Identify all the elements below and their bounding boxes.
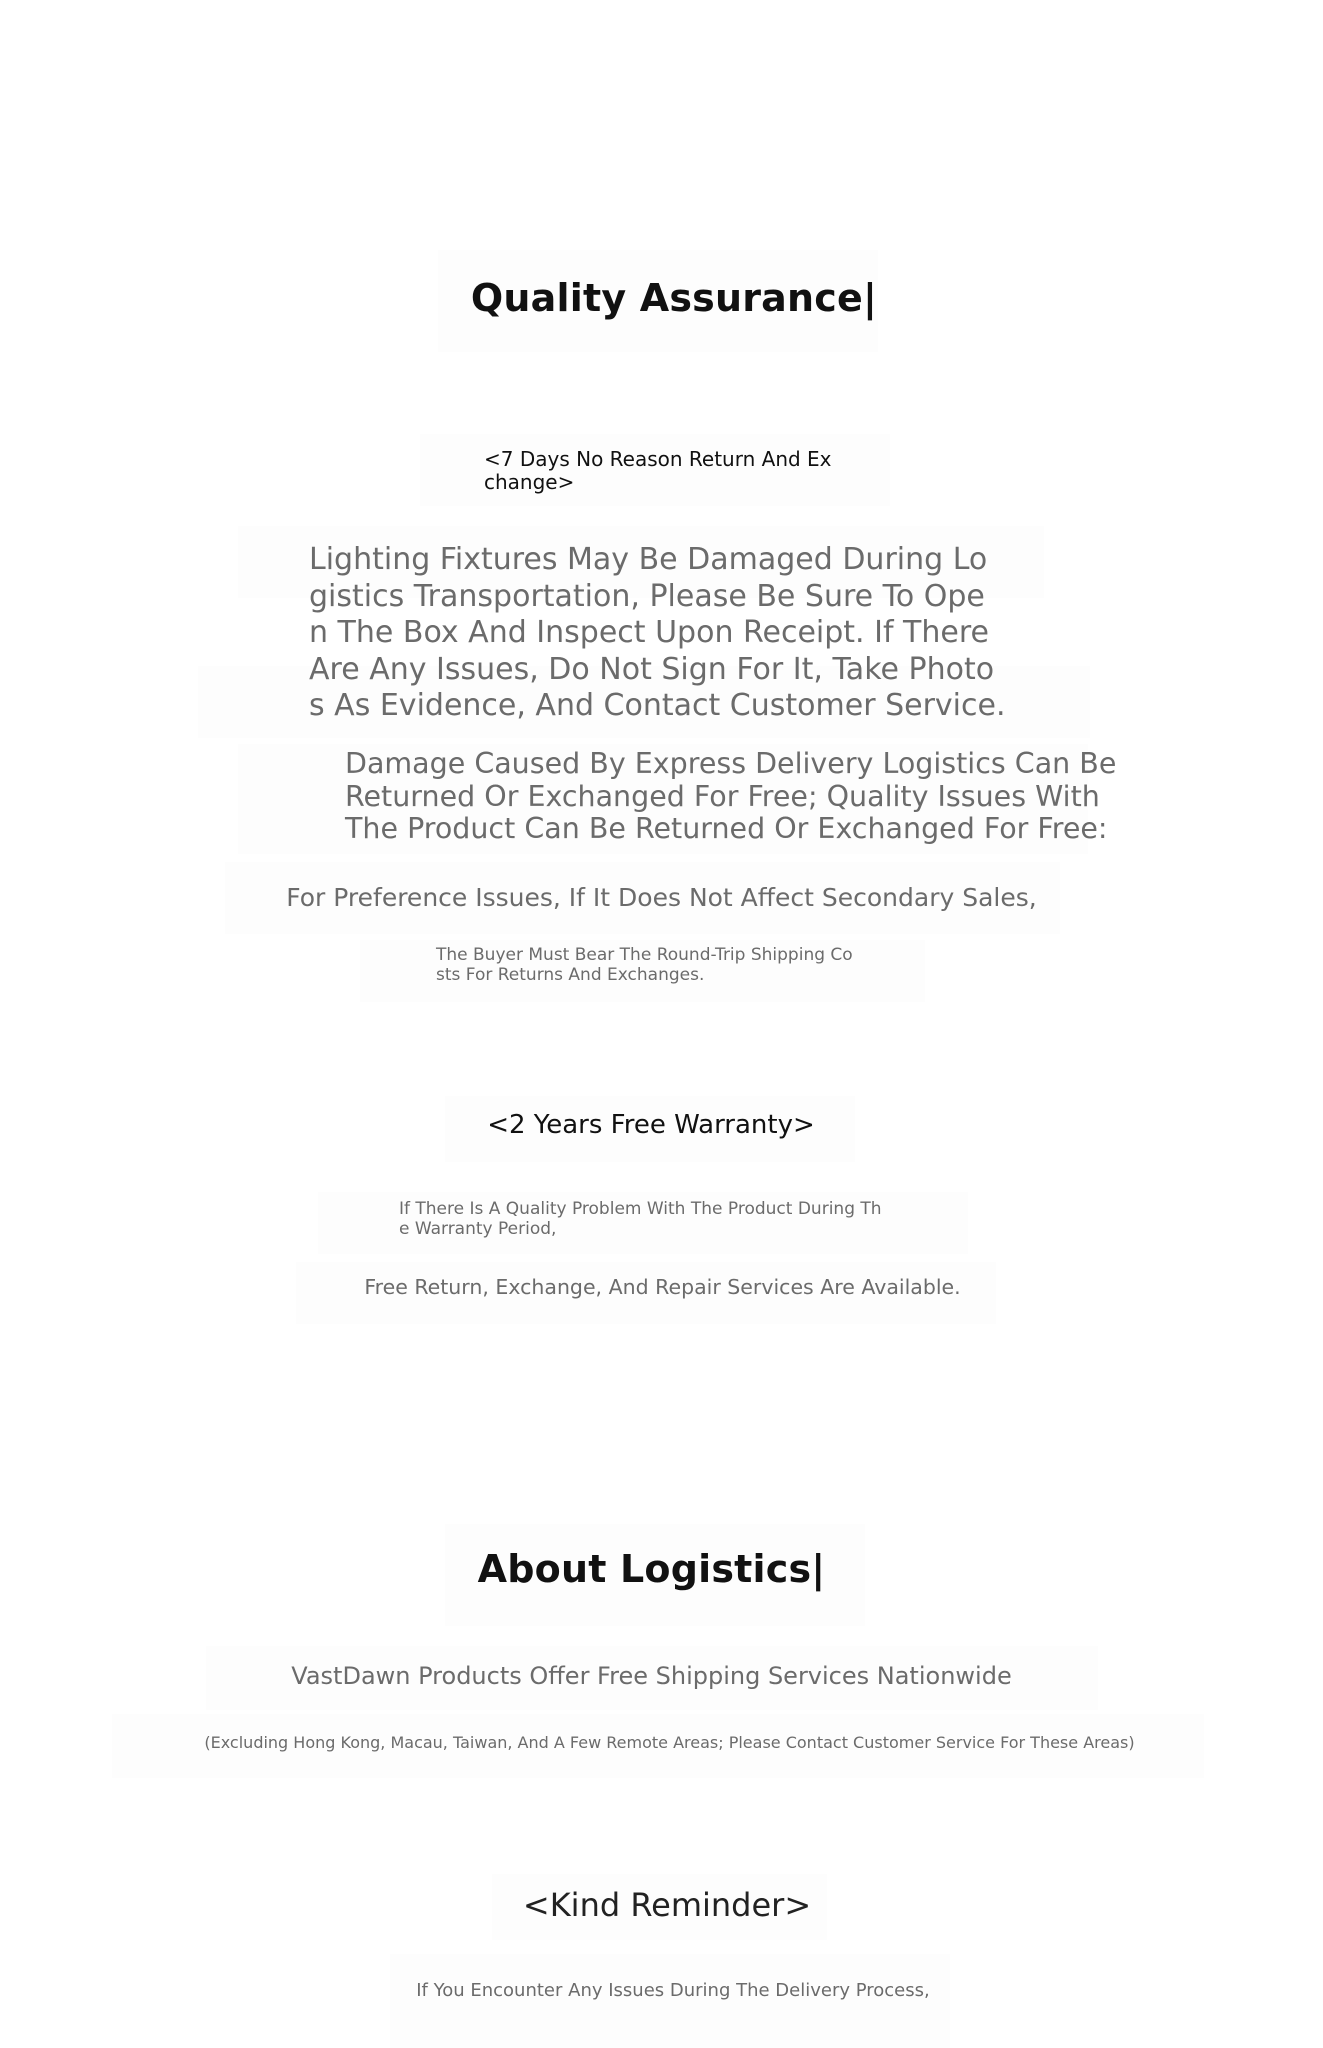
free-shipping-notice: VastDawn Products Offer Free Shipping Services Nationwide	[291, 1662, 1012, 1690]
about-logistics-heading: About Logistics|	[477, 1547, 826, 1591]
shipping-exclusions-notice: (Excluding Hong Kong, Macau, Taiwan, And A Few Remote Areas; Please Contact Customer Service For These Areas)	[204, 1733, 1135, 1752]
quality-assurance-heading: Quality Assurance|	[470, 276, 878, 320]
warranty-title: <2 Years Free Warranty>	[487, 1110, 815, 1140]
return-policy-title: <7 Days No Reason Return And Ex change>	[484, 447, 832, 494]
preference-issues-notice: For Preference Issues, If It Does Not Affect Secondary Sales,	[286, 883, 1037, 912]
damage-return-notice: Damage Caused By Express Delivery Logistics Can Be Returned Or Exchanged For Free; Quality Issues With The Product Can Be Returned Or Exchanged For Free:	[345, 747, 1117, 845]
kind-reminder-title: <Kind Reminder>	[522, 1886, 812, 1924]
shipping-cost-notice: The Buyer Must Bear The Round-Trip Shipping Co sts For Returns And Exchanges.	[436, 945, 853, 985]
kind-reminder-text: If You Encounter Any Issues During The Delivery Process,	[416, 1980, 930, 2001]
inspection-notice: Lighting Fixtures May Be Damaged During Lo gistics Transportation, Please Be Sure To Ope n The Box And Inspect Upon Receipt. If There Are Any Issues, Do Not Sign For It, Take Photo s As Evidence, And Contact Customer Service.	[309, 542, 1006, 723]
warranty-condition-notice: If There Is A Quality Problem With The Product During Th e Warranty Period,	[399, 1199, 882, 1239]
warranty-service-notice: Free Return, Exchange, And Repair Services Are Available.	[364, 1275, 961, 1299]
